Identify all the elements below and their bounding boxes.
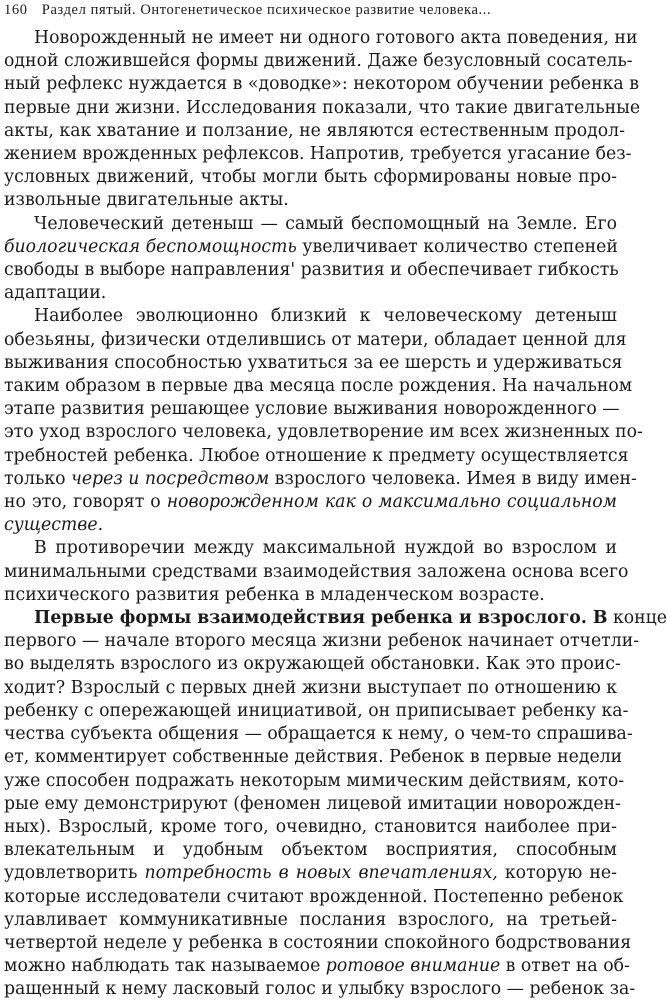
running-title: Раздел пятый. Онтогенетическое психическое развитие человека... <box>41 2 492 18</box>
paragraph <box>4 607 667 1001</box>
text-line: свободы в выборе направления' развития и обеспечивает гибкость <box>4 260 619 281</box>
page-body <box>4 27 667 1002</box>
paragraph <box>4 305 643 537</box>
text-line: рые ему демонстрируют (феномен лицевой имитации новорожден- <box>4 793 621 814</box>
text-line: четвертой неделе у ребенка в состоянии спокойного бодрствования <box>4 932 632 953</box>
text-line: минимальными средствами взаимодействия заложена основа всего <box>4 561 629 582</box>
text-line: ращенный к нему ласковый голос и улыбку взрослого — ребенок за- <box>4 979 636 1000</box>
text-line: извольные двигательные акты. <box>4 190 289 211</box>
text-line: первого — начале второго месяца жизни ребенок начинает отчетли- <box>4 631 640 652</box>
paragraph <box>4 27 641 213</box>
text-line: обезьяны, физически отделившись от матери, обладает ценной для <box>4 329 627 350</box>
text-line: но это, говорят о новорожденном как о максимально социальном <box>4 492 617 513</box>
text-line: психического развития ребенка в младенческом возрасте. <box>4 584 545 605</box>
text-line: первые дни жизни. Исследования показали, что такие двигательные <box>4 97 641 118</box>
text-line: во выделять взрослого из окружающей обстановки. Как это проис- <box>4 654 621 675</box>
text-line: условных движений, чтобы могли быть сформированы новые про- <box>4 167 617 188</box>
text-line: ребенку с опережающей инициативой, он приписывает ребенку ка- <box>4 700 629 721</box>
text-line: ный рефлекс нуждается в «доводке»: некотором обучении ребенка в <box>4 74 639 95</box>
text-line: акты, как хватание и ползание, не являются естественным продол- <box>4 120 625 141</box>
text-line: только через и посредством взрослого человека. Имея в виду имен- <box>4 468 637 489</box>
paragraph <box>4 213 617 306</box>
text-line: жением врожденных рефлексов. Напротив, требуется угасание без- <box>4 144 632 165</box>
text-line: можно наблюдать так называемое ротовое внимание в ответ на об- <box>4 956 630 977</box>
text-line: таким образом в первые два месяца после рождения. На начальном <box>4 376 633 397</box>
text-line: ных). Взрослый, кроме того, очевидно, становится наиболее при- <box>4 816 617 837</box>
text-line: Наиболее эволюционно близкий к человеческому детеныш <box>34 306 617 327</box>
text-line: это уход взрослого человека, удовлетворение им всех жизненных по- <box>4 422 643 443</box>
text-line: ет, комментирует собственные действия. Ребенок в первые недели <box>4 747 623 768</box>
text-line: существе. <box>4 515 104 536</box>
text-line: которые исследователи считают врожденной. Постепенно ребенок <box>4 886 624 907</box>
paragraph <box>4 537 629 607</box>
text-line: адаптации. <box>4 283 107 304</box>
text-line: выживания способностью ухватиться за ее шерсть и удерживаться <box>4 352 623 373</box>
running-header <box>4 2 617 19</box>
text-line: влекательным и удобным объектом восприятия, способным <box>4 840 617 861</box>
text-line: этапе развития решающее условие выживания новорожденного — <box>4 399 620 420</box>
text-line: удовлетворить потребность в новых впечатлениях, которую не- <box>4 863 617 884</box>
page-number: 160 <box>4 2 28 18</box>
text-line: В противоречии между максимальной нуждой во взрослом и <box>34 538 617 559</box>
text-line: биологическая беспомощность увеличивает количество степеней <box>4 236 618 257</box>
text-line: уже способен подражать некоторым мимическим действиям, кото- <box>4 770 625 791</box>
text-line: Новорожденный не имеет ни одного готового акта поведения, ни <box>34 28 638 48</box>
text-line: Первые формы взаимодействия ребенка и взрослого. В конце <box>34 608 667 629</box>
text-line: Человеческий детеныш — самый беспомощный на Земле. Его <box>34 213 617 234</box>
text-line: требностей ребенка. Любое отношение к предмету осуществляется <box>4 445 629 466</box>
text-line: ходит? Взрослый с первых дней жизни выступает по отношению к <box>4 677 618 698</box>
text-line: одной сложившейся формы движений. Даже безусловный сосатель- <box>4 51 633 72</box>
text-line: чества субъекта общения — обращается к нему, о чем-то спрашива- <box>4 724 633 745</box>
text-line: улавливает коммуникативные послания взрослого, на третьей- <box>4 909 617 930</box>
